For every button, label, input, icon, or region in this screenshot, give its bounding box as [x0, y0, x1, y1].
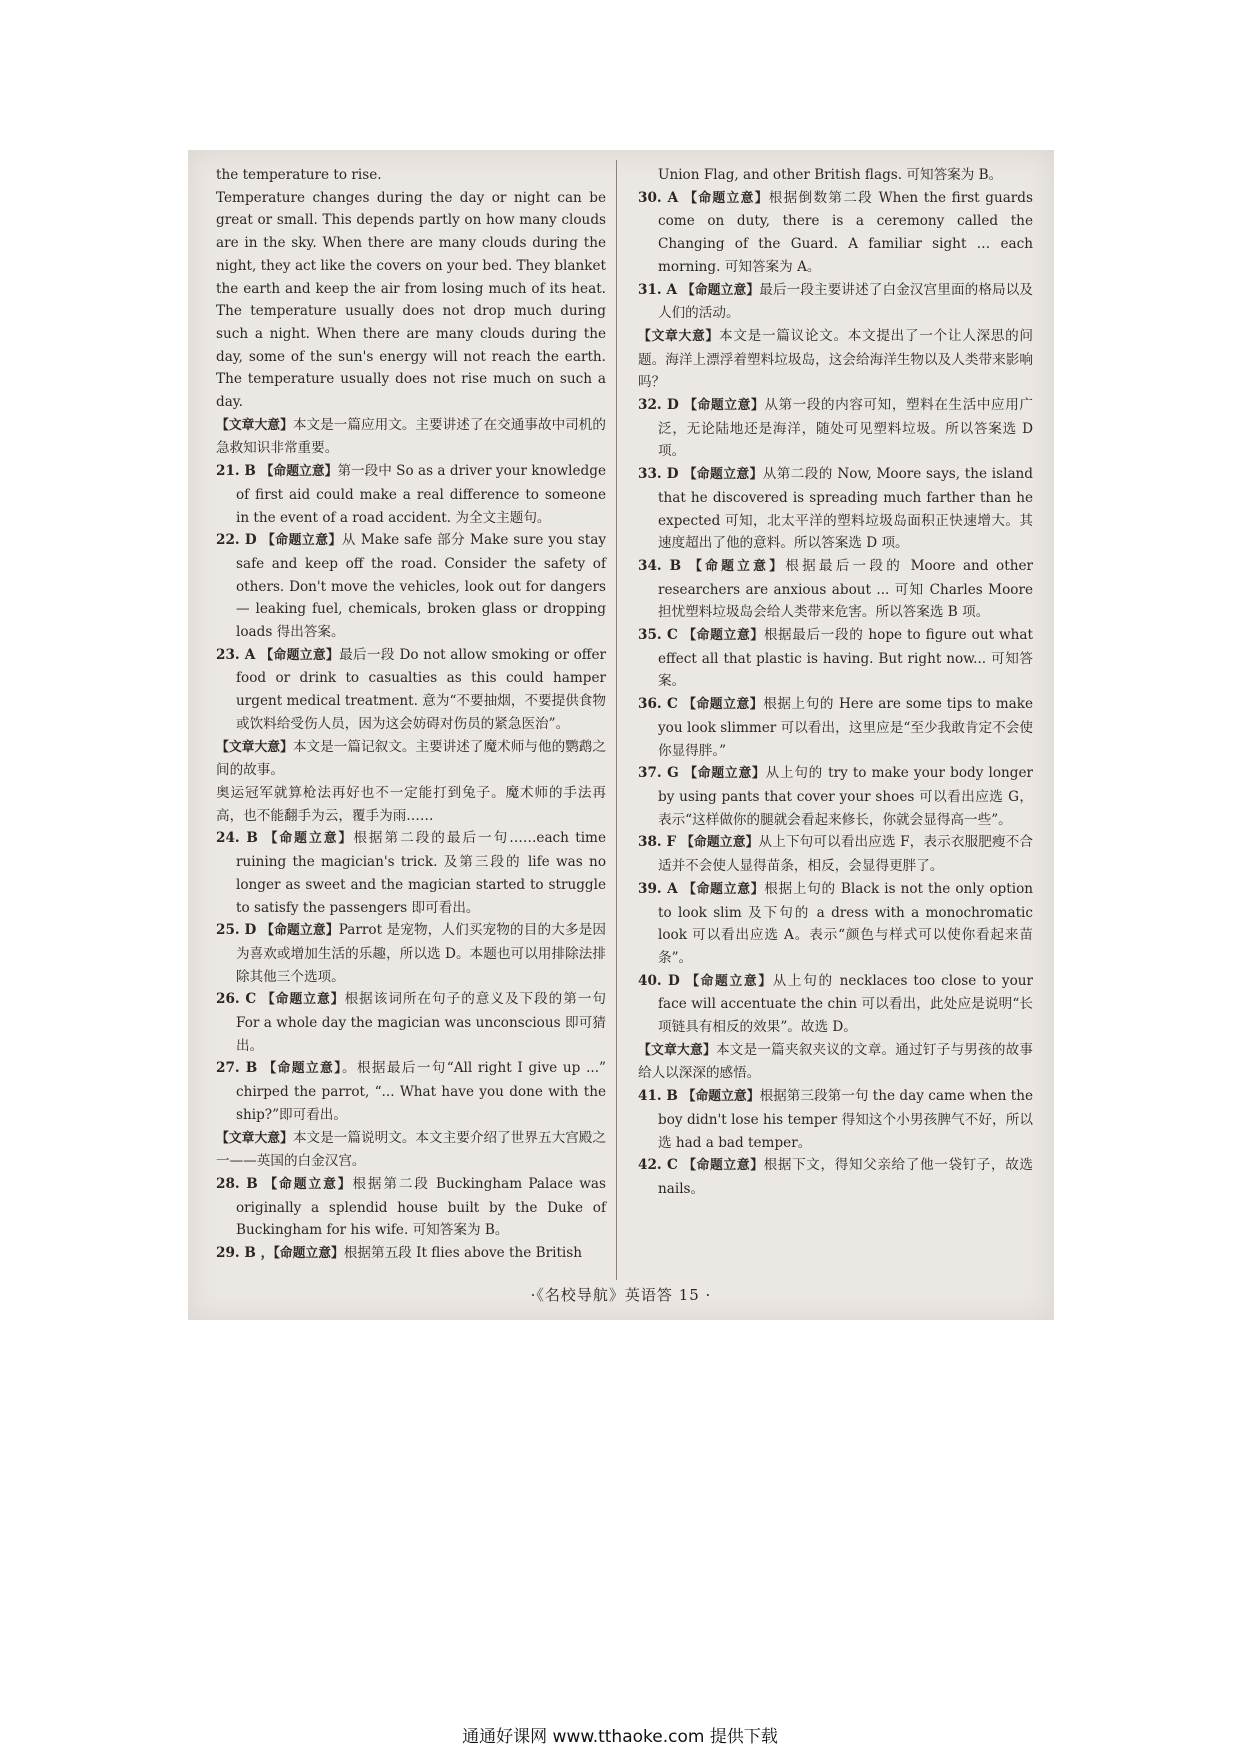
answer-explanation: 从第一段的内容可知，塑料在生活中应用广泛，无论陆地还是海洋，随处可见塑料垃圾。所以答案选 D 项。 [658, 397, 1033, 460]
answer-explanation: 根据上句的 Here are some tips to make you look slimmer 可以看出，这里应是“至少我敢肯定不会使你显得胖。” [658, 696, 1033, 759]
answer-explanation: 根据最后一段的 hope to figure out what effect all that plastic is having. But right now... 可知答案。 [658, 627, 1033, 690]
rationale-label: 【命题立意】 [689, 558, 786, 574]
left-column [216, 164, 606, 1266]
answer-item [216, 644, 606, 736]
summary-text: 本文是一篇夹叙夹议的文章。通过钉子与男孩的故事给人以深深的感悟。 [638, 1041, 1034, 1082]
answer-number: 27. B [216, 1060, 264, 1077]
answer-item [638, 970, 1033, 1039]
answer-explanation: 从 Make safe 部分 Make sure you stay safe and keep off the road. Consider the safety of others. Don't move the vehicles, look out for dangers — leaking fuel, chemicals, broken glass or dropping loads 得出答案。 [236, 532, 607, 641]
answer-number: 36. C [638, 696, 684, 713]
answer-number: 28. B [216, 1175, 265, 1192]
answer-item [638, 693, 1033, 762]
answer-number: 30. A [638, 189, 685, 206]
right-column [638, 164, 1033, 1201]
answer-item [638, 762, 1033, 831]
answer-explanation: 最后一段 Do not allow smoking or offer food or drink to casualties as this could hamper urgent medical treatment. 意为“不要抽烟，不要提供食物或饮料给受伤人员，因为这会妨碍对伤员的紧急医治”。 [236, 646, 606, 732]
answer-item [216, 827, 606, 919]
column-divider [616, 160, 617, 1280]
answer-item [638, 1154, 1033, 1200]
answer-number: 24. B [216, 830, 265, 847]
summary-text: 本文是一篇应用文。主要讲述了在交通事故中司机的急救知识非常重要。 [216, 416, 607, 457]
rationale-label: 【命题立意】 [261, 923, 339, 939]
site-download-footer: 通通好课网 www.tthaoke.com 提供下载 [462, 1727, 778, 1747]
answer-number: 21. B [216, 463, 261, 480]
answer-explanation: 根据该词所在句子的意义及下段的第一句 For a whole day the magician was unconscious 即可猜出。 [236, 991, 607, 1054]
scanned-page [188, 150, 1054, 1320]
article-summary [638, 1039, 1033, 1085]
answer-explanation: 根据下文，得知父亲给了他一袋钉子，故选 nails。 [658, 1157, 1034, 1197]
rationale-label: 【命题立意】 [683, 467, 763, 483]
rationale-label: 【命题立意】 [264, 831, 354, 847]
answer-explanation: 根据倒数第二段 When the first guards come on duty, there is a ceremony called the Changing of the Guard. A familiar sight … each morning. 可知答案为 A。 [658, 189, 1033, 275]
answer-explanation: 根据最后一段的 Moore and other researchers are anxious about ... 可知 Charles Moore 担忧塑料垃圾岛会给人类带来危害。所以答案选 B 项。 [658, 557, 1034, 621]
answer-number: 29. B [216, 1245, 261, 1262]
answer-number: 22. D [216, 532, 262, 549]
article-summary [638, 325, 1033, 394]
answer-explanation: 从第二段的 Now, Moore says, the island that he discovered is spreading much farther than he expected 可知，北太平洋的塑料垃圾岛面积正快速增大。其速度超出了他的意料。所以答案选 D 项。 [658, 466, 1034, 552]
answer-number: 26. C [216, 991, 262, 1008]
answer-explanation: 根据第三段第一句 the day came when the boy didn't lose his temper 得知这个小男孩脾气不好，所以选 had a bad temper。 [658, 1088, 1034, 1151]
answer-item [216, 529, 606, 644]
answer-explanation: Parrot 是宠物，人们买宠物的目的大多是因为喜欢或增加生活的乐趣，所以选 D。本题也可以用排除法排除其他三个选项。 [236, 922, 607, 985]
answer-number: 35. C [638, 627, 684, 644]
answer-number: 42. C [638, 1157, 684, 1174]
rationale-label: 【命题立意】 [683, 697, 764, 713]
rationale-label: 【命题立意】 [683, 881, 765, 897]
summary-label: 【文章大意】 [638, 1042, 716, 1058]
answer-explanation: 根据第五段 It flies above the British [343, 1245, 582, 1262]
paragraph: Temperature changes during the day or night can be great or small. This depends partly on how many clouds are in the sky. When there are many clouds during the night, they act like the covers on your bed. They blanket the earth and keep the air from losing much of its heat. The temperature usually does not drop much during such a night. When there are many clouds during the day, some of the sun's energy will not reach the earth. The temperature usually does not rise much on such a day. [216, 189, 606, 411]
answer-number: 25. D [216, 922, 262, 939]
rationale-label: 【命题立意】 [683, 1158, 764, 1174]
answer-item [638, 555, 1033, 624]
answer-number: 41. B [638, 1088, 683, 1105]
answer-explanation: 从上句的 try to make your body longer by using pants that cover your shoes 可以看出应选 G，表示“这样做你的腿就会看起来修长，你就会显得高一些”。 [658, 765, 1034, 828]
answer-explanation: 根据第二段 Buckingham Palace was originally a splendid house built by the Duke of Buckingham for his wife. 可知答案为 B。 [236, 1175, 607, 1239]
answer-item [638, 878, 1033, 970]
rationale-label: 【命题立意】 [261, 533, 342, 549]
answer-explanation: 根据第二段的最后一句……each time ruining the magician's trick. 及第三段的 life was no longer as sweet and the magician started to struggle to satisfy the passengers 即可看出。 [236, 830, 606, 916]
answer-item [216, 1242, 606, 1266]
answer-explanation: 。根据最后一句“All right I give up ...” chirped the parrot, “... What have you done with the ship?”即可看出。 [236, 1060, 606, 1123]
article-summary [216, 736, 606, 782]
answer-item [216, 1173, 606, 1242]
answer-item [216, 1057, 606, 1126]
rationale-label: 【命题立意】 [260, 464, 338, 480]
summary-label: 【文章大意】 [638, 328, 720, 344]
answer-item [638, 394, 1033, 463]
answer-explanation: 第一段中 So as a driver your knowledge of first aid could make a real difference to someone in the event of a road accident. 为全文主题句。 [236, 463, 607, 526]
rationale-label: 【命题立意】 [684, 398, 765, 414]
paragraph: the temperature to rise. [216, 167, 382, 183]
answer-explanation: 根据上句的 Black is not the only option to look slim 及下句的 a dress with a monochromatic look 可以看出应选 A。表示“颜色与样式可以使你看起来苗条”。 [658, 880, 1034, 966]
answer-explanation: 从上句的 necklaces too close to your face will accentuate the chin 可以看出，此处应是说明“长项链具有相反的效果”。故选 D。 [658, 972, 1034, 1036]
rationale-label: 【命题立意】 [264, 1176, 353, 1192]
rationale-label: 【命题立意】 [681, 282, 760, 298]
rationale-label: 【命题立意】 [682, 1089, 760, 1105]
rationale-label: 【命题立意】 [686, 973, 773, 989]
answer-number: 31. A [638, 281, 682, 298]
answer-number: 37. G [638, 765, 685, 782]
answer-item [216, 919, 606, 988]
page-number-footer: ·《名校导航》英语答 15 · [530, 1286, 712, 1304]
answer-number: 32. D [638, 397, 685, 414]
rationale-label: 【命题立意】 [261, 992, 345, 1008]
rationale-label: ，【命题立意】 [260, 1246, 344, 1262]
answer-continuation: Union Flag, and other British flags. 可知答案为 B。 [658, 167, 1003, 183]
rationale-label: 【命题立意】 [684, 190, 769, 206]
rationale-label: 【命题立意】 [260, 647, 340, 663]
rationale-label: 【命题立意】 [681, 835, 759, 851]
summary-label: 【文章大意】 [216, 417, 293, 433]
answer-number: 23. A [216, 646, 261, 663]
summary-text: 本文是一篇说明文。本文主要介绍了世界五大宫殿之一——英国的白金汉宫。 [216, 1129, 607, 1170]
summary-label: 【文章大意】 [216, 1130, 293, 1146]
summary-text: 本文是一篇议论文。本文提出了一个让人深思的问题。海洋上漂浮着塑料垃圾岛，这会给海洋生物以及人类带来影响吗？ [638, 327, 1034, 391]
answer-item [216, 460, 606, 529]
answer-number: 39. A [638, 880, 684, 897]
summary-label: 【文章大意】 [216, 739, 293, 755]
answer-item [638, 463, 1033, 555]
answer-item [638, 187, 1033, 279]
answer-number: 34. B [638, 557, 690, 574]
answer-item [638, 279, 1033, 325]
paragraph: 奥运冠军就算枪法再好也不一定能打到兔子。魔术师的手法再高，也不能翻手为云，覆手为雨…… [216, 784, 606, 824]
answer-number: 40. D [638, 972, 687, 989]
answer-item [638, 624, 1033, 693]
article-summary [216, 414, 606, 460]
article-summary [216, 1127, 606, 1173]
answer-item [216, 988, 606, 1057]
rationale-label: 【命题立意】 [263, 1061, 342, 1077]
rationale-label: 【命题立意】 [684, 766, 766, 782]
summary-text: 本文是一篇记叙文。主要讲述了魔术师与他的鹦鹉之间的故事。 [216, 738, 607, 779]
answer-item [638, 1085, 1033, 1154]
answer-explanation: 从上下句可以看出应选 F，表示衣服肥瘦不合适并不会使人显得苗条，相反，会显得更胖了。 [658, 834, 1033, 875]
rationale-label: 【命题立意】 [683, 628, 764, 644]
answer-item [638, 831, 1033, 877]
answer-number: 38. F [638, 834, 682, 851]
answer-number: 33. D [638, 466, 684, 483]
answer-explanation: 最后一段主要讲述了白金汉宫里面的格局以及人们的活动。 [658, 281, 1034, 322]
